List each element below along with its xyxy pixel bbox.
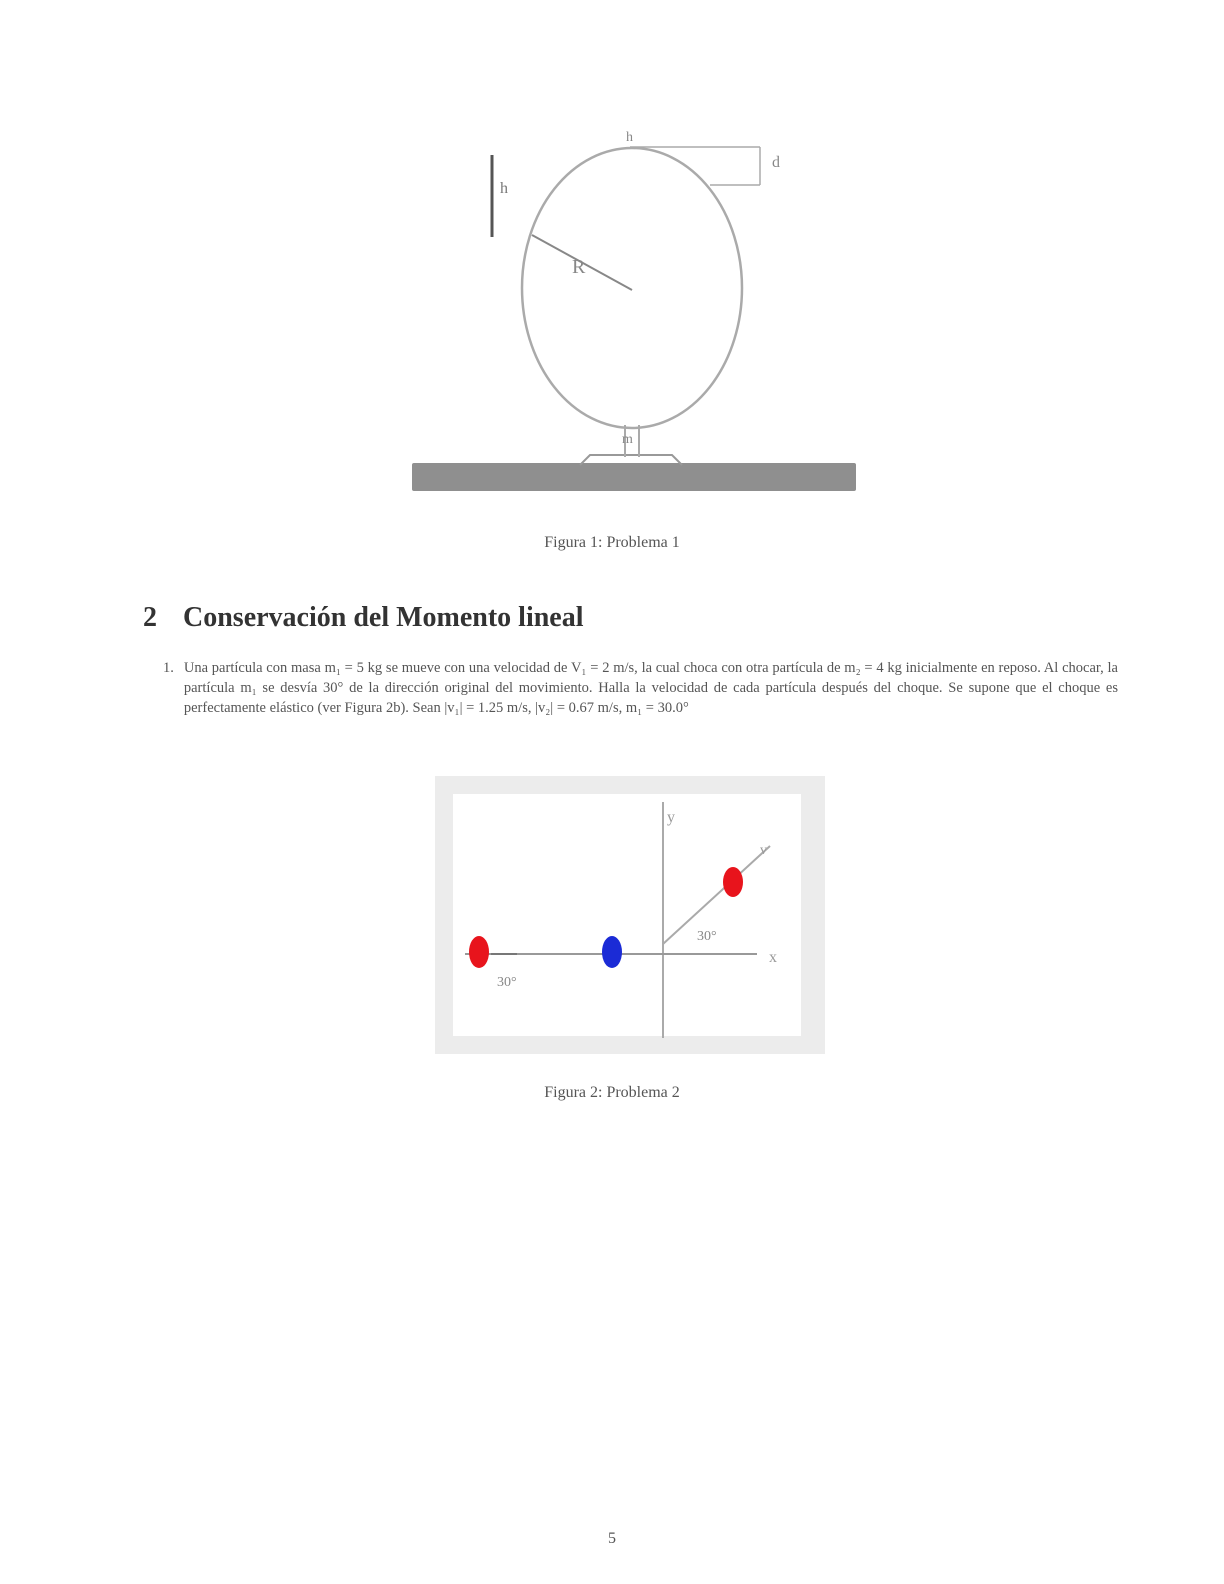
problem-text: Una partícula con masa m₁ = 5 kg se mueve con una velocidad de V₁ = 2 m/s, la cual choca con otra partícula de m₂ = 4 kg inicialmente en reposo. Al chocar, la partícula m₁ se desvía 30° de la dirección original del movimiento. Halla la velocidad de cada partícula después del choque. Se supone que el choque es perfectamente elástico (ver Figura 2b). Sean |v₁| = 1.25 m/s, |v₂| = 0.67 m/s, m₁ = 30.0° <box>183 660 1118 716</box>
side-label: d <box>772 154 780 171</box>
angle-label-upper: 30° <box>697 929 717 944</box>
particle-red-deflected <box>723 867 743 897</box>
particle-red-incoming <box>469 936 489 968</box>
problem-number: 1. <box>163 660 174 676</box>
section-number: 2 <box>143 602 157 633</box>
page-number: 5 <box>608 1530 616 1547</box>
section-title: Conservación del Momento lineal <box>183 602 584 633</box>
y-axis-label: y <box>667 809 675 826</box>
velocity-label: v <box>760 843 767 858</box>
x-axis-label: x <box>769 949 777 966</box>
figure-2-caption: Figura 2: Problema 2 <box>544 1084 680 1101</box>
figure-1-loop-diagram <box>400 125 870 505</box>
angle-label-lower: 30° <box>497 975 517 990</box>
ground-surface <box>412 463 856 491</box>
radius-label: R <box>572 256 586 278</box>
height-label: h <box>500 180 508 197</box>
loop-track <box>522 148 742 428</box>
figure-1-caption: Figura 1: Problema 1 <box>544 534 680 551</box>
figure-canvas <box>453 794 801 1036</box>
top-label: h <box>626 130 633 145</box>
figure-2-collision-diagram <box>435 776 825 1054</box>
particle-blue <box>602 936 622 968</box>
section-heading <box>143 602 584 634</box>
bottom-label: m <box>622 432 633 447</box>
problem-item <box>163 658 1118 718</box>
